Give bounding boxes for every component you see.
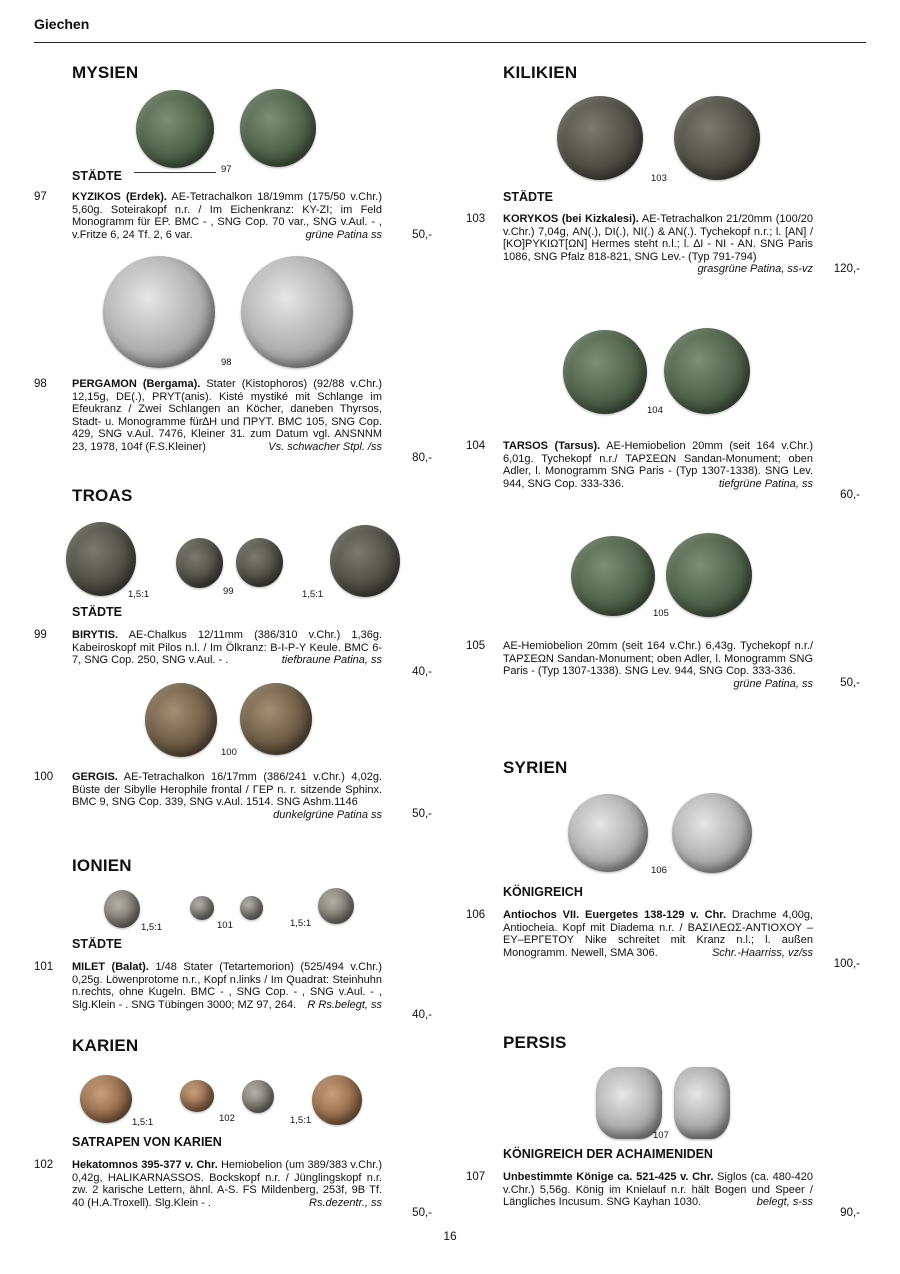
coin-104-reverse <box>664 328 750 414</box>
subsection-staedte: STÄDTE <box>72 605 122 619</box>
lot-condition-101: R Rs.belegt, ss <box>307 998 382 1011</box>
lot-condition-99: tiefbraune Patina, ss <box>281 654 382 667</box>
lot-text-104: AE-Hemiobelion 20mm (seit 164 v.Chr.) 6,01g. Tychekopf n.r./ TAPΣΕΩΝ Sandan-Monument; oben Adler, l. Monogramm SNG Paris - (Typ 1307-1338). SNG Lev. 944, SNG Cop. 333-336. <box>503 440 814 490</box>
coin-101-reverse-enlarged <box>318 888 354 924</box>
lot-text-98: Stater (Kistophoros) (92/88 v.Chr.) 12,15g, DE(.), PRYT(anis). Kisté mystiké mit Schlange im Efeukranz / Zwei Schlangen an Köcher, daneben Thyrsos, Stadt- u. Monogramme für∆H und ΠΡΥΤ. BMC 105, SNG Cop. 429, SNG v.Aul. 7476, Kleiner 31. zum Datum vgl. ANSNNM 23, 1978, 104f (F.S.Kleiner) <box>72 378 383 453</box>
coin-101-obverse-enlarged <box>104 890 140 928</box>
lot-condition-104: tiefgrüne Patina, ss <box>718 477 813 490</box>
figure-number-103: 103 <box>651 173 667 184</box>
lot-price-100: 50,- <box>412 808 432 820</box>
subsection-satrapen: SATRAPEN VON KARIEN <box>72 1135 222 1149</box>
lot-number-98: 98 <box>34 378 47 390</box>
lot-description-104 <box>503 440 813 490</box>
lot-description-100 <box>72 771 382 821</box>
lot-text-107: Siglos (ca. 480-420 v.Chr.) 5,56g. König im Knielauf n.r. hält Bogen und Speer / Längliches Incusum. SNG Kayhan 1030. <box>503 1171 813 1209</box>
lot-title-106: Antiochos VII. Euergetes 138-129 v. Chr. <box>503 909 727 921</box>
lot-condition-107: belegt, s-ss <box>756 1196 813 1209</box>
subsection-staedte: STÄDTE <box>503 190 553 204</box>
section-title-persis: PERSIS <box>503 1033 567 1052</box>
figure-number-107: 107 <box>653 1130 669 1141</box>
subsection-achaimeniden: KÖNIGREICH DER ACHAIMENIDEN <box>503 1147 713 1161</box>
coin-99-reverse-enlarged <box>330 525 400 597</box>
lot-number-105: 105 <box>466 640 486 652</box>
lot-condition-105: grüne Patina, ss <box>733 677 813 690</box>
coin-106-reverse <box>672 793 752 873</box>
lot-title-101: MILET (Balat). <box>72 961 149 973</box>
running-head: Giechen <box>34 16 90 32</box>
figure-number-104: 104 <box>647 405 663 416</box>
lot-number-104: 104 <box>466 440 486 452</box>
coin-103-obverse <box>557 96 643 180</box>
lot-text-105: AE-Hemiobelion 20mm (seit 164 v.Chr.) 6,43g. Tychekopf n.r./ TAPΣΕΩΝ Sandan-Monument; oben Adler, l. Monogramm SNG Paris - (Typ 1307-1338). SNG Lev. 944, SNG Cop. 333-336. <box>503 640 813 678</box>
coin-103-reverse <box>674 96 760 180</box>
scale-label: 1,5:1 <box>132 1117 154 1128</box>
lot-number-101: 101 <box>34 961 54 973</box>
lot-description-102 <box>72 1159 382 1209</box>
coin-98-reverse <box>241 256 353 368</box>
lot-text-102: Hemiobelion (um 389/383 v.Chr.) 0,42g, HALIKARNASSOS. Bockskopf n.r. / Jünglingskopf n.r. zw. 2 karische Lettern, ähnl. A-S. FS Mildenberg, 253f, 9B Tf. 40 (H.A.Troxell). Slg.Klein - . <box>72 1159 382 1209</box>
lot-price-104: 60,- <box>840 489 860 501</box>
lot-price-102: 50,- <box>412 1207 432 1219</box>
lot-condition-100: dunkelgrüne Patina ss <box>273 808 382 821</box>
figure-number-105: 105 <box>653 608 669 619</box>
coin-101-reverse <box>240 896 263 920</box>
lot-title-100: GERGIS. <box>72 771 118 783</box>
coin-98-obverse <box>103 256 215 368</box>
lot-description-105 <box>503 640 813 690</box>
section-title-syrien: SYRIEN <box>503 758 568 777</box>
lot-text-101: 1/48 Stater (Tetartemorion) (525/494 v.Chr.) 0,25g. Löwenprotome n.r., Kopf n.links / Im Quadrat: Steinhuhn n.rechts, ohne Kugeln. BMC - , SNG Cop. - , SNG v.Aul. - , Slg.Klein - . SNG Tübingen 3000; MZ 97, 264. <box>72 961 382 1011</box>
page-number: 16 <box>443 1229 457 1243</box>
lot-number-102: 102 <box>34 1159 54 1171</box>
lot-text-100: AE-Tetrachalkon 16/17mm (386/241 v.Chr.) 4,02g. Büste der Sibylle Herophile frontal / ΓΕΡ n. r. sitzende Sphinx. BMC 9, SNG Cop. 339, SNG v.Aul. 1514. SNG Ashm.1146 <box>72 771 382 809</box>
lot-description-103 <box>503 213 813 276</box>
section-title-ionien: IONIEN <box>72 856 132 875</box>
lot-condition-98: Vs. schwacher Stpl. /ss <box>268 440 382 453</box>
scale-label: 1,5:1 <box>290 1115 312 1126</box>
lot-price-101: 40,- <box>412 1009 432 1021</box>
figure-number-106: 106 <box>651 865 667 876</box>
lot-number-103: 103 <box>466 213 486 225</box>
lot-description-107 <box>503 1171 813 1209</box>
lot-title-102: Hekatomnos 395-377 v. Chr. <box>72 1159 218 1171</box>
lot-text-97: AE-Tetrachalkon 18/19mm (175/50 v.Chr.) 5,60g. Soteirakopf n.r. / Im Eichenkranz: KY-ZI; im Feld Monogramm für EP. BMC - , SNG Cop. 70 var., SNG v.Aul. - , v.Fritze 6, 24 Tf. 2, 6 var. <box>72 191 383 241</box>
lot-price-98: 80,- <box>412 452 432 464</box>
figure-number-99: 99 <box>223 586 234 597</box>
section-title-karien: KARIEN <box>72 1036 139 1055</box>
lot-description-99 <box>72 629 382 667</box>
coin-97-obverse <box>136 90 214 168</box>
lot-description-101 <box>72 961 382 1011</box>
coin-99-obverse-enlarged <box>66 522 136 596</box>
lot-condition-102: Rs.dezentr., ss <box>309 1196 382 1209</box>
figure-number-97: 97 <box>221 164 232 175</box>
lot-number-97: 97 <box>34 191 47 203</box>
coin-100-reverse <box>240 683 312 755</box>
lot-text-103: AE-Tetrachalkon 21/20mm (100/20 v.Chr.) 7,04g, ΑΝ(.), DI(.), NI(.) & AN(.). Tychekopf n.r.; l. [AN] / [KO]PYKIΩΤ[ΩN] Hermes steht n.l.; l. ∆I - NI - AN. SNG Paris 1086, SNG Pfalz 818-821, SNG Lev.- (Typ 791-794) <box>503 213 813 263</box>
section-title-mysien: MYSIEN <box>72 63 139 82</box>
coin-102-reverse-enlarged <box>312 1075 362 1125</box>
section-title-kilikien: KILIKIEN <box>503 63 578 82</box>
lot-title-103: KORYKOS (bei Kizkalesi). <box>503 213 639 225</box>
scale-label: 1,5:1 <box>128 589 150 600</box>
scale-label: 1,5:1 <box>302 589 324 600</box>
coin-104-obverse <box>563 330 647 414</box>
header-rule <box>34 42 866 43</box>
coin-102-reverse <box>242 1080 274 1113</box>
coin-100-obverse <box>145 683 217 757</box>
lot-price-99: 40,- <box>412 666 432 678</box>
coin-102-obverse-enlarged <box>80 1075 132 1123</box>
coin-106-obverse <box>568 794 648 872</box>
lot-title-98: PERGAMON (Bergama). <box>72 378 201 390</box>
lot-price-103: 120,- <box>833 263 860 275</box>
lot-description-98 <box>72 378 382 454</box>
lot-title-99: BIRYTIS. <box>72 629 119 641</box>
coin-105-obverse <box>571 536 655 616</box>
figure-number-98: 98 <box>221 357 232 368</box>
subsection-staedte: STÄDTE <box>72 937 122 951</box>
lot-text-106: Drachme 4,00g, Antiocheia. Kopf mit Diadema n.r. / ΒΑΣΙΛΕΩΣ-ΑΝΤΙΟΧΟΥ – ΕΥ–ΕΡΓΕΤΟΥ Nike schreitet mit Kranz n.l.; l. außen Monogramm. Newell, SMA 306. <box>503 909 813 959</box>
coin-107-reverse <box>674 1067 730 1139</box>
lot-condition-106: Schr.-Haarriss, vz/ss <box>711 946 813 959</box>
coin-101-obverse <box>190 896 214 920</box>
coin-107-obverse <box>596 1067 662 1139</box>
lot-price-106: 100,- <box>833 958 860 970</box>
lot-price-107: 90,- <box>840 1207 860 1219</box>
scale-label: 1,5:1 <box>290 918 312 929</box>
coin-99-reverse <box>236 538 283 587</box>
section-title-troas: TROAS <box>72 486 133 505</box>
lot-price-97: 50,- <box>412 229 432 241</box>
lot-price-105: 50,- <box>840 677 860 689</box>
lot-title-104: TARSOS (Tarsus). <box>503 440 601 452</box>
lot-number-107: 107 <box>466 1171 486 1183</box>
lot-number-99: 99 <box>34 629 47 641</box>
lot-condition-97: grüne Patina ss <box>305 228 382 241</box>
lot-condition-103: grasgrüne Patina, ss-vz <box>697 263 813 276</box>
lot-number-100: 100 <box>34 771 54 783</box>
coin-97-reverse <box>240 89 316 167</box>
coin-99-obverse <box>176 538 223 588</box>
figure-leader <box>134 172 216 173</box>
lot-number-106: 106 <box>466 909 486 921</box>
scale-label: 1,5:1 <box>141 922 163 933</box>
lot-description-97 <box>72 191 382 241</box>
lot-text-99: AE-Chalkus 12/11mm (386/310 v.Chr.) 1,36g. Kabeiroskopf mit Pilos n.l. / Im Ölkranz: B-I-P-Y Keule. BMC 6-7, SNG Cop. 250, SNG v.Aul. - . <box>72 629 382 667</box>
lot-description-106 <box>503 909 813 959</box>
coin-102-obverse <box>180 1080 214 1112</box>
figure-number-101: 101 <box>217 920 233 931</box>
coin-105-reverse <box>666 533 752 617</box>
figure-number-100: 100 <box>221 747 237 758</box>
subsection-staedte: STÄDTE <box>72 169 122 183</box>
figure-number-102: 102 <box>219 1113 235 1124</box>
subsection-koenigreich: KÖNIGREICH <box>503 885 583 899</box>
lot-title-107: Unbestimmte Könige ca. 521-425 v. Chr. <box>503 1171 714 1183</box>
lot-title-97: KYZIKOS (Erdek). <box>72 191 167 203</box>
